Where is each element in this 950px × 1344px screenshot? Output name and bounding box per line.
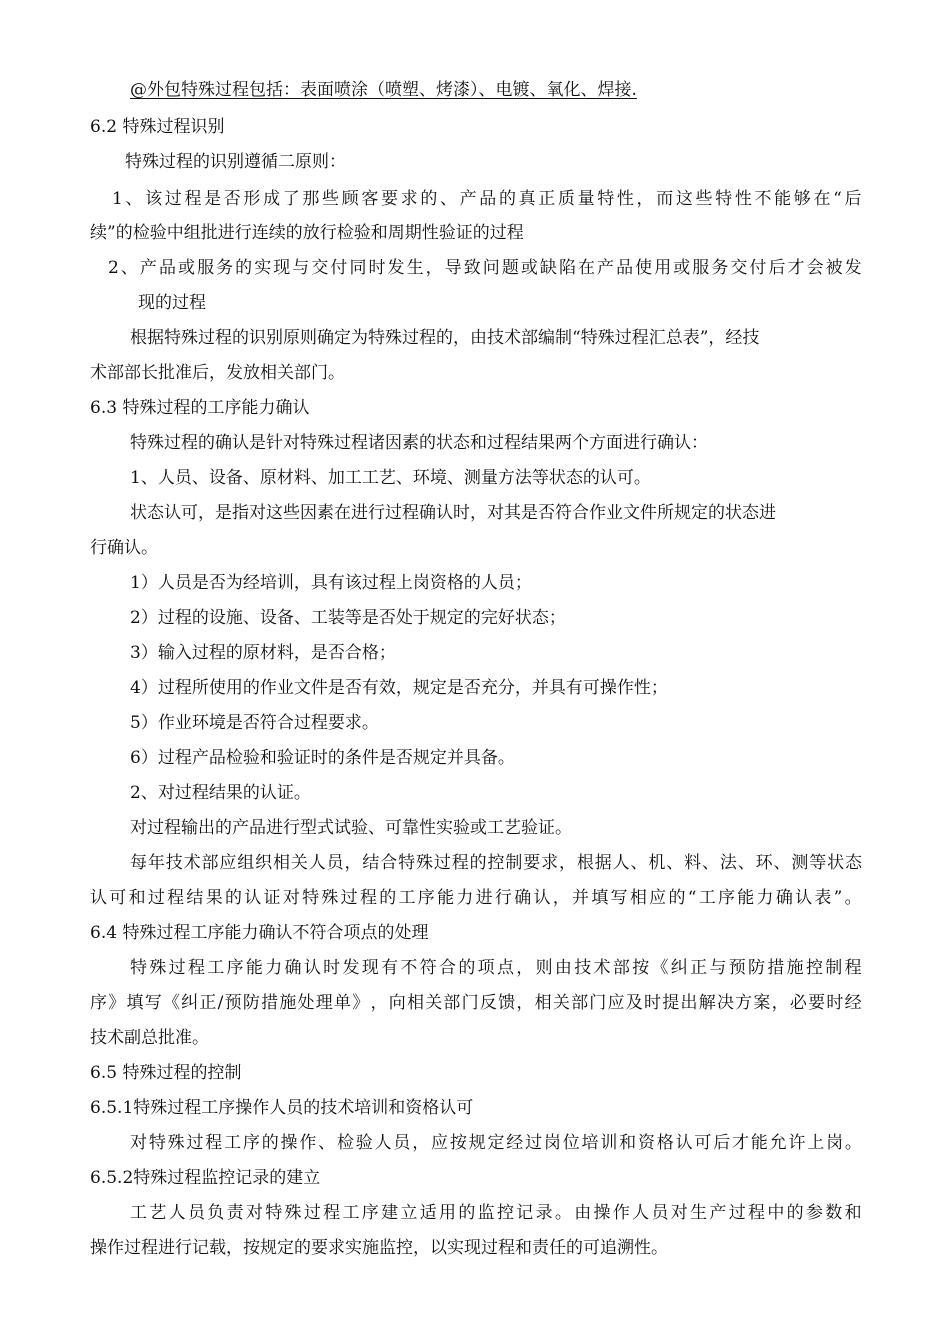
heading-6-2: 6.2 特殊过程识别 [90, 117, 225, 137]
heading-6-4: 6.4 特殊过程工序能力确认不符合项点的处理 [90, 923, 429, 943]
list-item: 5）作业环境是否符合过程要求。 [130, 713, 379, 733]
paragraph-line: 术部部长批准后，发放相关部门。 [90, 363, 345, 383]
paragraph-line: 1 、 该 过 程 是 否 形 成 了 那 些 顾 客 要 求 的 、 产 品 的 真 正 质 量 特 性 ， 而 这 些 特 性 不 能 够 在 “ 后 [112, 189, 862, 209]
paragraph-line: 操作过程进行记载，按规定的要求实施监控，以实现过程和责任的可追溯性。 [90, 1238, 668, 1258]
heading-6-5: 6.5 特殊过程的控制 [90, 1063, 242, 1083]
paragraph-line: 特殊过程的确认是针对特殊过程诸因素的状态和过程结果两个方面进行确认： [130, 433, 708, 453]
list-item: 4）过程所使用的作业文件是否有效，规定是否充分，并具有可操作性； [130, 678, 668, 698]
paragraph-line: 续”的检验中组批进行连续的放行检验和周期性验证的过程 [90, 223, 524, 243]
paragraph-line: 认 可 和 过 程 结 果 的 认 证 对 特 殊 过 程 的 工 序 能 力 进 行 确 认 ， 并 填 写 相 应 的 “ 工 序 能 力 确 认 表 ” 。 [90, 888, 862, 908]
paragraph-line: 工 艺 人 员 负 责 对 特 殊 过 程 工 序 建 立 适 用 的 监 控 记 录 。 由 操 作 人 员 对 生 产 过 程 中 的 参 数 和 [130, 1203, 862, 1223]
paragraph-line: 状态认可，是指对这些因素在进行过程确认时，对其是否符合作业文件所规定的状态进 [130, 503, 776, 523]
heading-6-5-2: 6.5.2特殊过程监控记录的建立 [90, 1168, 321, 1188]
paragraph-line: 特殊过程的识别遵循二原则： [125, 152, 346, 172]
heading-6-3: 6.3 特殊过程的工序能力确认 [90, 398, 310, 418]
outsourced-special-process-line: @外包特殊过程包括：表面喷涂（喷塑、烤漆）、电镀、氧化、焊接. [130, 80, 637, 100]
paragraph-line: 行确认。 [90, 538, 158, 558]
paragraph-line: 每 年 技 术 部 应 组 织 相 关 人 员 ， 结 合 特 殊 过 程 的 控 制 要 求 ， 根 据 人 、 机 、 料 、 法 、 环 、 测 等 状 态 [130, 853, 862, 873]
paragraph-line: 2 、 产 品 或 服 务 的 实 现 与 交 付 同 时 发 生 ， 导 致 问 题 或 缺 陷 在 产 品 使 用 或 服 务 交 付 后 才 会 被 发 [108, 258, 862, 278]
list-item: 6）过程产品检验和验证时的条件是否规定并具备。 [130, 748, 515, 768]
paragraph-line: 现的过程 [138, 293, 206, 313]
paragraph-line: 2、对过程结果的认证。 [130, 783, 311, 803]
list-item: 1）人员是否为经培训，具有该过程上岗资格的人员； [130, 573, 532, 593]
paragraph-line: 特 殊 过 程 工 序 能 力 确 认 时 发 现 有 不 符 合 的 项 点 ， 则 由 技 术 部 按 《 纠 正 与 预 防 措 施 控 制 程 [130, 958, 862, 978]
paragraph-line: 技术副总批准。 [90, 1028, 209, 1048]
paragraph-line: 根据特殊过程的识别原则确定为特殊过程的，由技术部编制“特殊过程汇总表”，经技 [130, 328, 760, 348]
paragraph-line: 1、人员、设备、原材料、加工工艺、环境、测量方法等状态的认可。 [130, 468, 651, 488]
paragraph-line: 对过程输出的产品进行型式试验、可靠性实验或工艺验证。 [130, 818, 572, 838]
paragraph-line: 序 》 填 写 《 纠 正 / 预 防 措 施 处 理 单 》 ， 向 相 关 部 门 反 馈 ， 相 关 部 门 应 及 时 提 出 解 决 方 案 ， 必 要 时 经 [90, 993, 862, 1013]
list-item: 2）过程的设施、设备、工装等是否处于规定的完好状态； [130, 608, 566, 628]
paragraph-line: 对 特 殊 过 程 工 序 的 操 作 、 检 验 人 员 ， 应 按 规 定 经 过 岗 位 培 训 和 资 格 认 可 后 才 能 允 许 上 岗 。 [130, 1133, 862, 1153]
heading-6-5-1: 6.5.1特殊过程工序操作人员的技术培训和资格认可 [90, 1098, 474, 1118]
list-item: 3）输入过程的原材料，是否合格； [130, 643, 396, 663]
